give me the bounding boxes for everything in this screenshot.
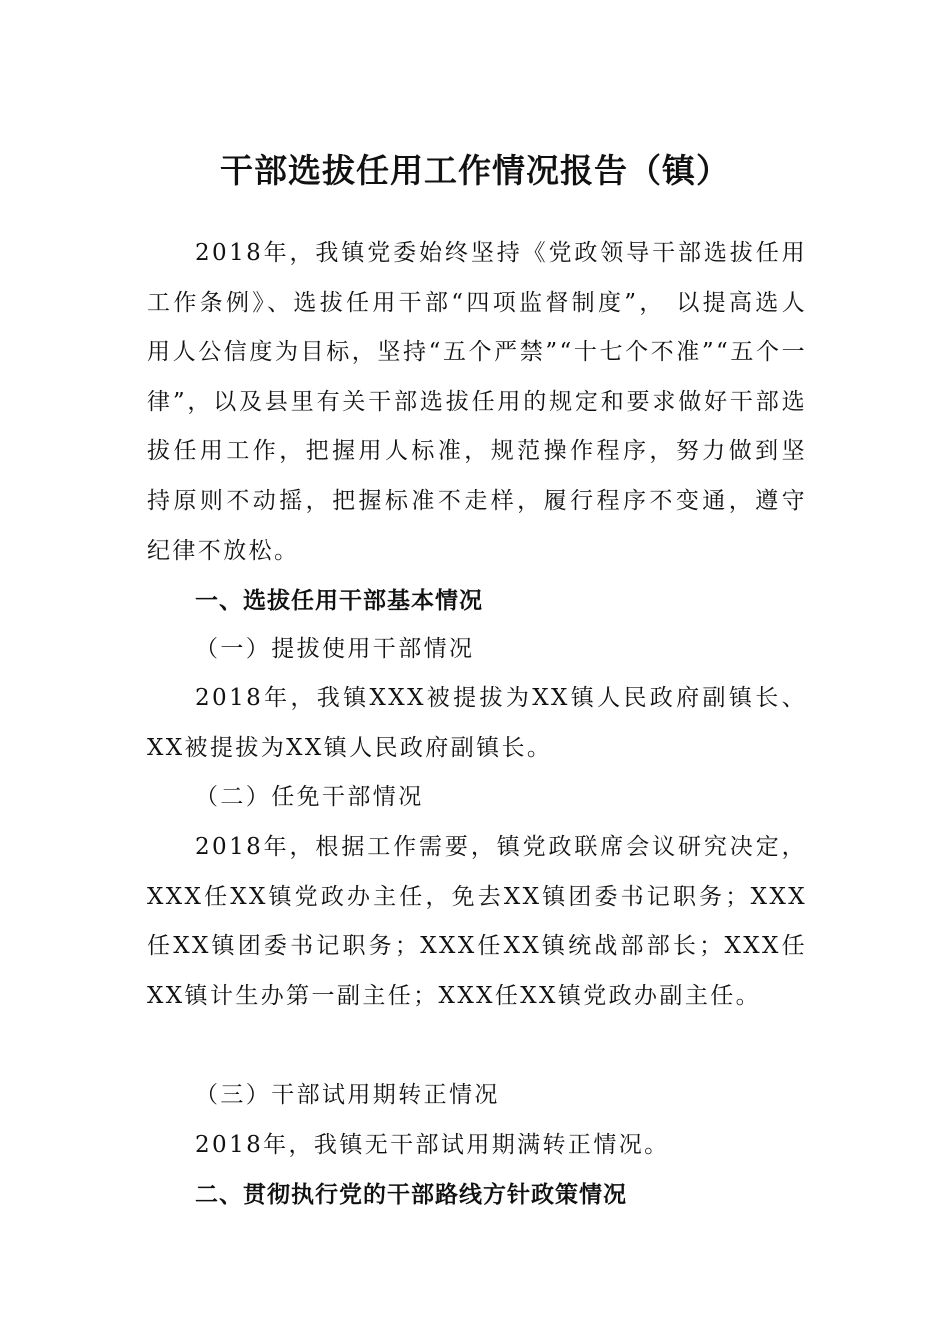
document-title: 干部选拔任用工作情况报告（镇） bbox=[220, 151, 730, 191]
subsection-heading-2: （二）任免干部情况 bbox=[195, 784, 424, 810]
subsection-heading-1: （一）提拔使用干部情况 bbox=[195, 636, 475, 662]
subsection-heading-3: （三）干部试用期转正情况 bbox=[195, 1082, 500, 1108]
intro-paragraph: 2018年，我镇党委始终坚持《党政领导干部选拔任用工作条例》、选拔任用干部“四项监督制度”， 以提高选人用人公信度为目标，坚持“五个严禁”“十七个不准”“五个一律”，以及县里有关干部选拔任用的规定和要求做好干部选拔任用工作，把握用人标准，规范操作程序，努力做到坚持原则不动摇，把握标准不走样，履行程序不变通，遵守纪律不放松。 bbox=[147, 240, 807, 564]
section-heading-1: 一、选拔任用干部基本情况 bbox=[195, 587, 483, 614]
section-heading-2: 二、贯彻执行党的干部路线方针政策情况 bbox=[195, 1181, 627, 1208]
subsection-text-3: 2018年，我镇无干部试用期满转正情况。 bbox=[195, 1132, 670, 1158]
subsection-text-1: 2018年，我镇XXX被提拔为XX镇人民政府副镇长、XX被提拔为XX镇人民政府副镇长。 bbox=[147, 685, 807, 761]
subsection-text-2: 2018年，根据工作需要，镇党政联席会议研究决定，XXX任XX镇党政办主任，免去XX镇团委书记职务；XXX任XX镇团委书记职务；XXX任XX镇统战部部长；XXX任XX镇计生办第一副主任；XXX任XX镇党政办副主任。 bbox=[147, 834, 807, 1009]
